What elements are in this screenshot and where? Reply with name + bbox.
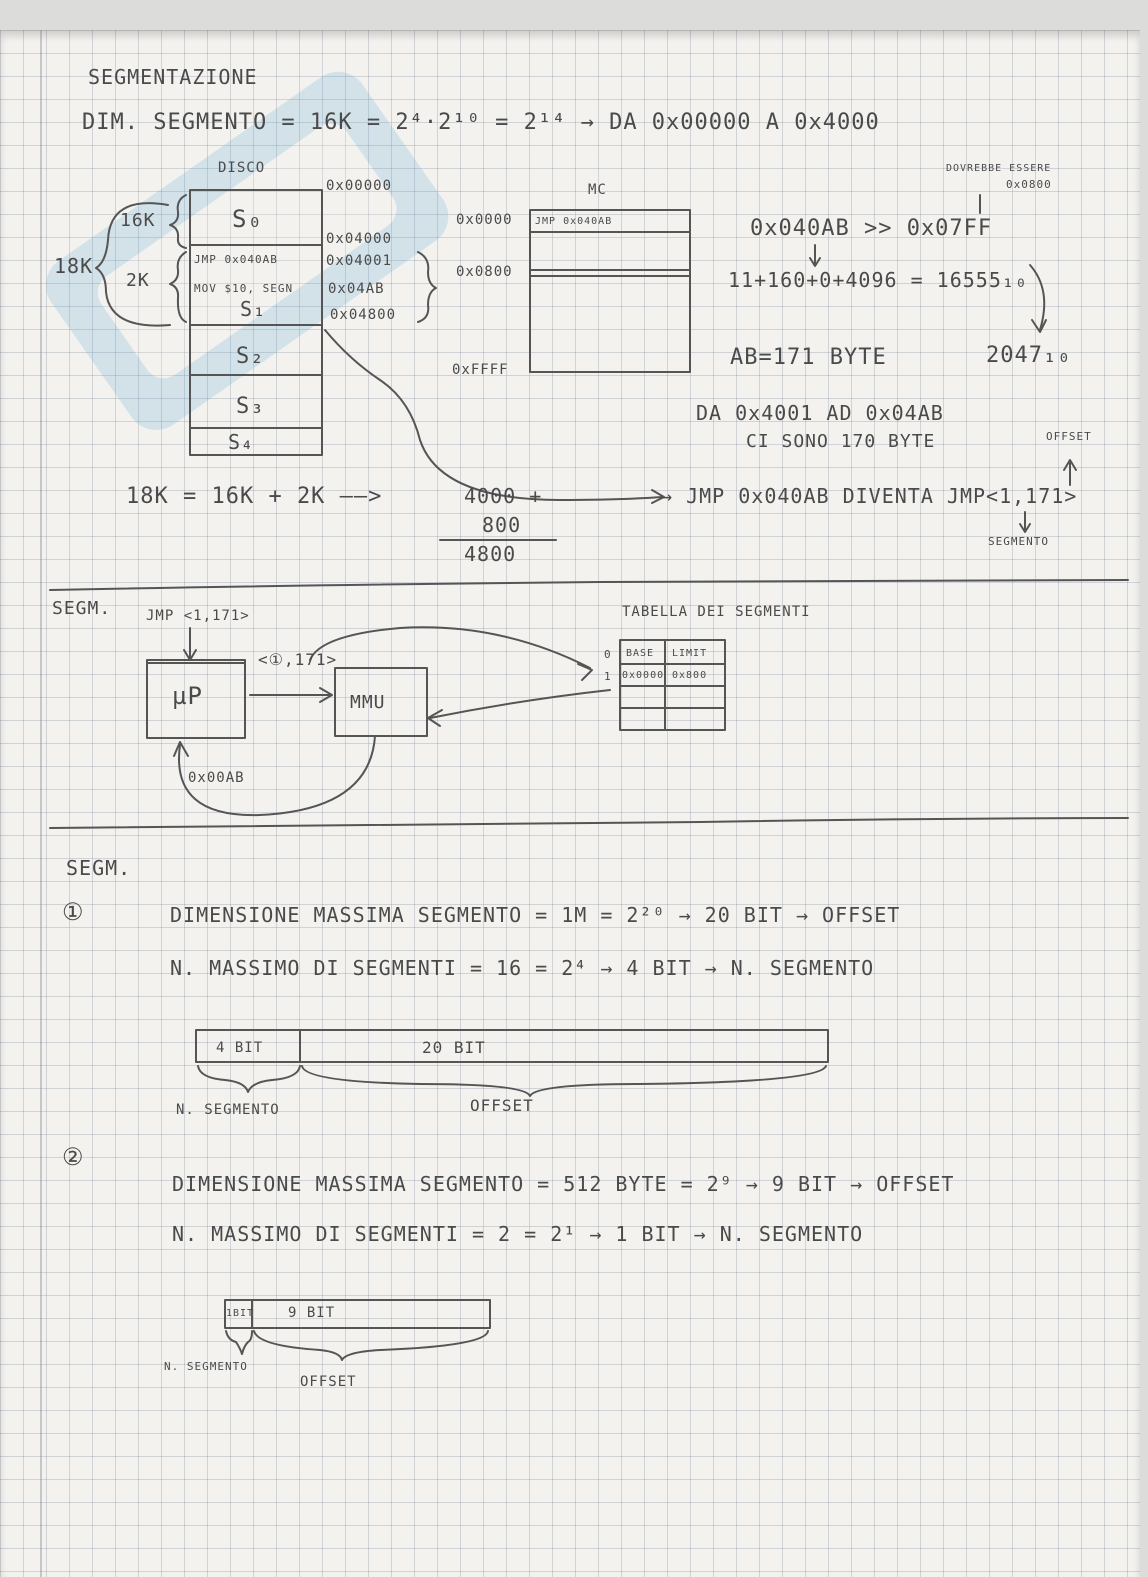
segment-s2: S₂ <box>236 344 265 369</box>
case-1-box-a: 4 BIT <box>216 1040 264 1056</box>
segment-tuple: <①,171> <box>258 650 338 669</box>
addition-line-2: 800 <box>482 513 522 537</box>
disk-16k-label: 16K <box>120 210 156 231</box>
disk-address-3: 0x04AB <box>328 281 385 297</box>
address-compare: 0x040AB >> 0x07FF <box>750 216 993 241</box>
k-sum: 18K = 16K + 2K ——> <box>126 484 383 509</box>
mc-address-2: 0xFFFF <box>452 362 509 378</box>
section-segm-2-label: SEGM. <box>66 856 132 880</box>
range-note: DA 0x4001 AD 0x04AB <box>696 401 944 425</box>
mc-label: MC <box>588 182 607 198</box>
case-1-line-2: N. MASSIMO DI SEGMENTI = 16 = 2⁴ → 4 BIT → N. SEGMENTO <box>170 956 875 980</box>
disk-address-1: 0x04000 <box>326 231 393 247</box>
mc-address-0: 0x0000 <box>456 212 513 228</box>
table-cell-limit: 0x800 <box>672 670 708 681</box>
segment-table-title: TABELLA DEI SEGMENTI <box>622 604 811 620</box>
bitfield-1 <box>196 1030 828 1062</box>
disk-2k-label: 2K <box>126 270 150 291</box>
addition-line-1: 4000 + <box>464 484 543 508</box>
bitfield-2 <box>225 1300 490 1328</box>
addition-result: 4800 <box>464 542 517 566</box>
segment-s3: S₃ <box>236 394 265 419</box>
segment-size-formula: DIM. SEGMENTO = 16K = 2⁴·2¹⁰ = 2¹⁴ → DA 0x00000 A 0x4000 <box>82 110 880 135</box>
case-2-line-2: N. MASSIMO DI SEGMENTI = 2 = 2¹ → 1 BIT → N. SEGMENTO <box>172 1222 864 1246</box>
case-2-label-b: OFFSET <box>300 1374 357 1390</box>
table-row-index-0: 0 <box>604 648 612 661</box>
jmp-conversion-note: → JMP 0x040AB DIVENTA JMP<1,171> <box>660 484 1078 508</box>
decimal-sum: 11+160+0+4096 = 16555₁₀ <box>728 268 1028 292</box>
disk-18k-label: 18K <box>54 254 94 278</box>
mc-instruction: JMP 0x040AB <box>535 216 613 227</box>
case-1-label-b: OFFSET <box>470 1096 534 1115</box>
ab-byte-note: AB=171 BYTE <box>730 345 887 370</box>
disk-jmp-line: JMP 0x040AB <box>194 253 278 266</box>
case-2-box-a: 1BIT <box>226 1308 255 1319</box>
disk-address-2: 0x04001 <box>326 253 393 269</box>
bytes-count-note: CI SONO 170 BYTE <box>746 431 936 452</box>
disk-mov-line: MOV $10, SEGN <box>194 282 294 295</box>
dovrebbe-address: 0x0800 <box>1006 178 1052 191</box>
mc-address-1: 0x0800 <box>456 264 513 280</box>
case-1-label-a: N. SEGMENTO <box>176 1102 280 1118</box>
case-1-line-1: DIMENSIONE MASSIMA SEGMENTO = 1M = 2²⁰ → 20 BIT → OFFSET <box>170 903 901 927</box>
dovrebbe-note: DOVREBBE ESSERE <box>946 163 1052 174</box>
table-header-limit: LIMIT <box>672 648 708 659</box>
jmp-tuple-label: JMP <1,171> <box>146 608 250 624</box>
up-label: µP <box>172 682 203 710</box>
page-title: SEGMENTAZIONE <box>88 65 258 89</box>
case-1-number: ① <box>62 898 85 926</box>
mc-memory <box>530 210 690 372</box>
segment-s0: S₀ <box>232 205 263 233</box>
section-segm-1-label: SEGM. <box>52 598 112 619</box>
offset-note: OFFSET <box>1046 430 1092 443</box>
case-2-label-a: N. SEGMENTO <box>164 1360 248 1373</box>
case-2-line-1: DIMENSIONE MASSIMA SEGMENTO = 512 BYTE = 2⁹ → 9 BIT → OFFSET <box>172 1172 955 1196</box>
table-row-index-1: 1 <box>604 670 612 683</box>
case-2-box-b: 9 BIT <box>288 1305 336 1321</box>
disk-address-0: 0x00000 <box>326 178 393 194</box>
return-address: 0x00AB <box>188 770 245 786</box>
case-2-number: ② <box>62 1143 85 1171</box>
segmento-note: SEGMENTO <box>988 535 1049 548</box>
decimal-2047: 2047₁₀ <box>986 343 1072 368</box>
segment-s4: S₄ <box>228 430 255 454</box>
disk-address-4: 0x04800 <box>330 307 397 323</box>
table-cell-base: 0x0000 <box>622 670 665 681</box>
mmu-label: MMU <box>350 692 386 713</box>
table-header-base: BASE <box>626 648 655 659</box>
segment-s1: S₁ <box>240 297 267 321</box>
disk-label: DISCO <box>218 160 266 176</box>
case-1-box-b: 20 BIT <box>422 1038 486 1057</box>
